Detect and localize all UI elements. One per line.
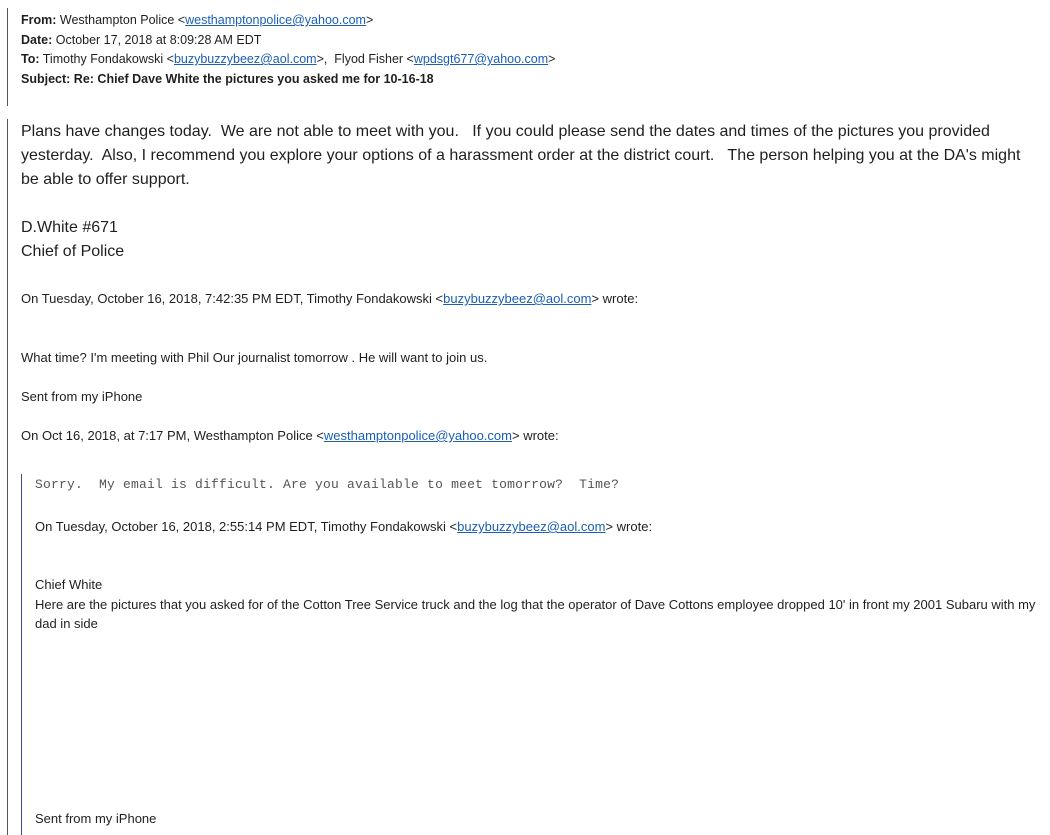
reply-paragraph: Plans have changes today. We are not able to meet with you. If you could please send the dates and times of the pictures you provided yesterday. Also, I recommend you explore your options of a harassment order at the district court. The person helping you at the DA's might be able to offer support.	[21, 123, 1025, 188]
quote2-intro-wrote: > wrote:	[605, 519, 653, 534]
to-name: Timothy Fondakowski <	[42, 52, 174, 66]
from-email-link[interactable]: westhamptonpolice@yahoo.com	[185, 13, 366, 27]
subject-label: Subject:	[21, 71, 71, 86]
quote1-intro	[21, 289, 638, 308]
body-quote-bar	[7, 119, 8, 835]
quote1-sent-from: Sent from my iPhone	[21, 389, 143, 404]
reply-body	[21, 120, 1041, 264]
from-close: >	[365, 13, 374, 27]
quote1-intro2-wrote: > wrote:	[511, 428, 559, 443]
quote1-intro2-email[interactable]: westhamptonpolice@yahoo.com	[323, 428, 512, 443]
date-value: October 17, 2018 at 8:09:28 AM EDT	[55, 32, 262, 47]
nested-quote-bar	[21, 474, 22, 835]
quote2-sent-from: Sent from my iPhone	[35, 811, 157, 826]
date-line	[21, 31, 555, 51]
from-line	[21, 11, 555, 31]
quote1-intro2	[21, 426, 559, 445]
quote1-intro-text: On Tuesday, October 16, 2018, 7:42:35 PM EDT, Timothy Fondakowski <	[21, 291, 444, 306]
quote2-intro-email[interactable]: buzybuzzybeez@aol.com	[457, 519, 606, 534]
date-label: Date:	[21, 32, 53, 47]
quote2-intro	[35, 517, 652, 536]
email-header	[21, 11, 555, 89]
signature-title: Chief of Police	[21, 243, 125, 260]
header-quote-bar	[7, 8, 8, 106]
quote1-intro-wrote: > wrote:	[591, 291, 639, 306]
to-label: To:	[21, 52, 40, 66]
to-separator: >, Flyod Fisher <	[316, 52, 414, 66]
to-close: >	[548, 52, 556, 66]
quote1-message: What time? I'm meeting with Phil Our journalist tomorrow . He will want to join us.	[21, 350, 488, 365]
to-line	[21, 50, 555, 70]
from-name: Westhampton Police <	[59, 13, 186, 27]
quote2-mono-message: Sorry. My email is difficult. Are you available to meet tomorrow? Time?	[35, 477, 620, 492]
subject-line	[21, 70, 555, 90]
quote2-body: Here are the pictures that you asked for of the Cotton Tree Service truck and the log that the operator of Dave Cottons employee dropped 10' in front my 2001 Subaru with my dad in side	[35, 597, 1036, 631]
quote2-intro-text: On Tuesday, October 16, 2018, 2:55:14 PM EDT, Timothy Fondakowski <	[35, 519, 458, 534]
quote2-greeting: Chief White	[35, 577, 103, 592]
to-email-link-1[interactable]: buzybuzzybeez@aol.com	[173, 52, 317, 66]
signature-name: D.White #671	[21, 219, 118, 236]
quote1-intro-email[interactable]: buzybuzzybeez@aol.com	[443, 291, 592, 306]
from-label: From:	[21, 13, 57, 27]
to-email-link-2[interactable]: wpdsgt677@yahoo.com	[413, 52, 549, 66]
subject-value: Re: Chief Dave White the pictures you asked me for 10-16-18	[73, 71, 434, 86]
quote1-intro2-text: On Oct 16, 2018, at 7:17 PM, Westhampton Police <	[21, 428, 324, 443]
